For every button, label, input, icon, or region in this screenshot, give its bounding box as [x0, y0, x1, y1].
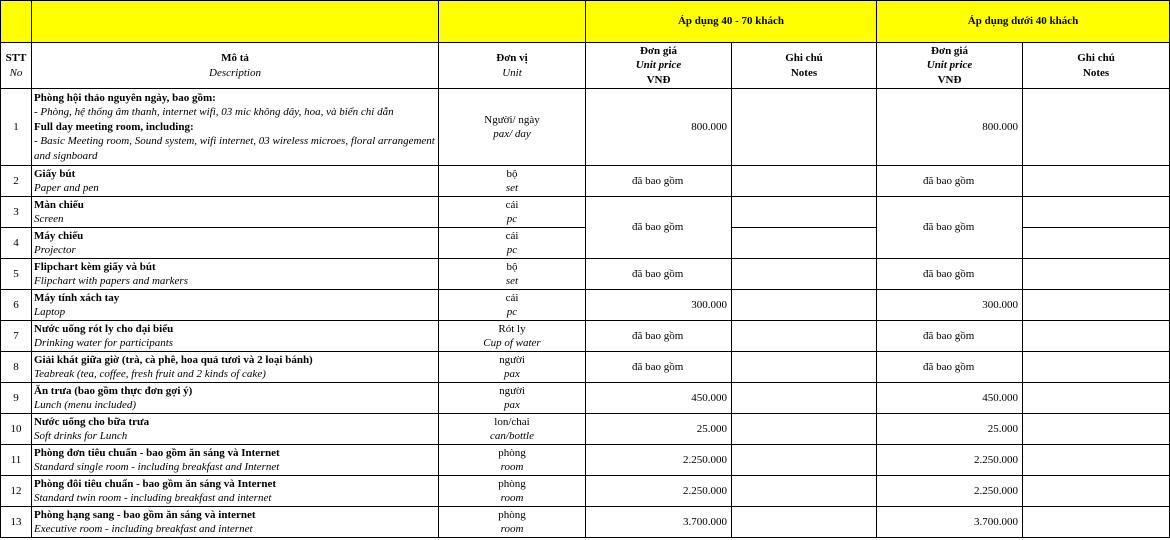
- description-header: Mô tả Description: [32, 43, 439, 89]
- notes-header-1: Ghi chú Notes: [732, 43, 877, 89]
- row-price-1: 2.250.000: [586, 445, 732, 476]
- unit-header: Đơn vị Unit: [439, 43, 586, 89]
- row-price-2: 300.000: [877, 290, 1023, 321]
- row-description: Màn chiếu Screen: [32, 197, 439, 228]
- table-row: [1, 414, 1170, 445]
- row-notes-2: [1023, 259, 1170, 290]
- row-description: Phòng đôi tiêu chuẩn - bao gồm ăn sáng và Internet Standard twin room - including breakfast and internet: [32, 476, 439, 507]
- row-description: Flipchart kèm giấy và bút Flipchart with papers and markers: [32, 259, 439, 290]
- row-price-2: đã bao gồm: [877, 197, 1023, 259]
- row-notes-2: [1023, 166, 1170, 197]
- table-row: [1, 259, 1170, 290]
- row-price-1: đã bao gồm: [586, 352, 732, 383]
- row-price-1: 3.700.000: [586, 507, 732, 538]
- row-notes-2: [1023, 476, 1170, 507]
- row-description: Phòng đơn tiêu chuẩn - bao gồm ăn sáng và Internet Standard single room - including breakfast and Internet: [32, 445, 439, 476]
- group-40-70-header: Áp dụng 40 - 70 khách: [586, 1, 877, 43]
- row-notes-1: [732, 507, 877, 538]
- header-blank-cell: [32, 1, 439, 43]
- row-price-2: 3.700.000: [877, 507, 1023, 538]
- header-blank-cell: [439, 1, 586, 43]
- row-unit: Người/ ngày pax/ day: [439, 89, 586, 166]
- header-blank-cell: [1, 1, 32, 43]
- row-price-2: 25.000: [877, 414, 1023, 445]
- row-price-1: 450.000: [586, 383, 732, 414]
- row-notes-1: [732, 228, 877, 259]
- table-row: [1, 383, 1170, 414]
- row-notes-2: [1023, 507, 1170, 538]
- row-price-1: 300.000: [586, 290, 732, 321]
- row-number: 8: [1, 352, 32, 383]
- row-number: 13: [1, 507, 32, 538]
- row-description: Giải khát giữa giờ (trà, cà phê, hoa quả tươi và 2 loại bánh) Teabreak (tea, coffee, fresh fruit and 2 kinds of cake): [32, 352, 439, 383]
- table-row: [1, 507, 1170, 538]
- row-price-1: 2.250.000: [586, 476, 732, 507]
- row-price-1: đã bao gồm: [586, 197, 732, 259]
- row-unit: người pax: [439, 352, 586, 383]
- row-notes-1: [732, 166, 877, 197]
- row-description: Ăn trưa (bao gồm thực đơn gợi ý) Lunch (menu included): [32, 383, 439, 414]
- row-unit: phòng room: [439, 476, 586, 507]
- row-price-2: đã bao gồm: [877, 321, 1023, 352]
- notes-header-2: Ghi chú Notes: [1023, 43, 1170, 89]
- row-number: 2: [1, 166, 32, 197]
- row-unit: người pax: [439, 383, 586, 414]
- group-under-40-header: Áp dụng dưới 40 khách: [877, 1, 1170, 43]
- table-row: [1, 445, 1170, 476]
- row-number: 5: [1, 259, 32, 290]
- row-description: Giấy bút Paper and pen: [32, 166, 439, 197]
- row-notes-2: [1023, 89, 1170, 166]
- row-notes-2: [1023, 197, 1170, 228]
- row-notes-1: [732, 414, 877, 445]
- row-number: 12: [1, 476, 32, 507]
- row-price-2: đã bao gồm: [877, 166, 1023, 197]
- row-price-2: đã bao gồm: [877, 352, 1023, 383]
- row-description: Phòng hạng sang - bao gồm ăn sáng và internet Executive room - including breakfast and internet: [32, 507, 439, 538]
- group-header-row: [1, 1, 1170, 43]
- row-notes-2: [1023, 445, 1170, 476]
- row-description: Máy tính xách tay Laptop: [32, 290, 439, 321]
- row-price-1: 25.000: [586, 414, 732, 445]
- row-unit: lon/chai can/bottle: [439, 414, 586, 445]
- row-number: 4: [1, 228, 32, 259]
- row-price-2: đã bao gồm: [877, 259, 1023, 290]
- row-description: Máy chiếu Projector: [32, 228, 439, 259]
- table-row: [1, 476, 1170, 507]
- price-header-2: Đơn giá Unit price VNĐ: [877, 43, 1023, 89]
- table-row: [1, 290, 1170, 321]
- row-notes-1: [732, 352, 877, 383]
- row-number: 11: [1, 445, 32, 476]
- row-description: Phòng hội thảo nguyên ngày, bao gồm: - Phòng, hệ thống âm thanh, internet wifi, 03 mic không dây, hoa, và biển chỉ dẫn Full day meeting room, including: - Basic Meeting room, Sound system, wifi internet, 03 wireless microes, floral arrangement and signboard: [32, 89, 439, 166]
- row-unit: cái pc: [439, 197, 586, 228]
- row-number: 9: [1, 383, 32, 414]
- row-notes-1: [732, 259, 877, 290]
- column-header-row: [1, 43, 1170, 89]
- row-description: Nước uống rót ly cho đại biểu Drinking water for participants: [32, 321, 439, 352]
- row-number: 3: [1, 197, 32, 228]
- row-notes-1: [732, 445, 877, 476]
- row-notes-2: [1023, 228, 1170, 259]
- row-notes-1: [732, 383, 877, 414]
- row-unit: phòng room: [439, 507, 586, 538]
- row-unit: bộ set: [439, 259, 586, 290]
- row-number: 1: [1, 89, 32, 166]
- row-price-2: 2.250.000: [877, 476, 1023, 507]
- price-header-1: Đơn giá Unit price VNĐ: [586, 43, 732, 89]
- row-notes-1: [732, 321, 877, 352]
- row-unit: bộ set: [439, 166, 586, 197]
- row-notes-2: [1023, 383, 1170, 414]
- table-row: [1, 321, 1170, 352]
- row-notes-1: [732, 476, 877, 507]
- row-number: 10: [1, 414, 32, 445]
- stt-header: STT No: [1, 43, 32, 89]
- row-price-2: 800.000: [877, 89, 1023, 166]
- row-unit: phòng room: [439, 445, 586, 476]
- row-notes-2: [1023, 290, 1170, 321]
- row-price-1: 800.000: [586, 89, 732, 166]
- row-notes-2: [1023, 352, 1170, 383]
- row-number: 6: [1, 290, 32, 321]
- row-notes-1: [732, 290, 877, 321]
- row-price-1: đã bao gồm: [586, 321, 732, 352]
- row-description: Nước uống cho bữa trưa Soft drinks for Lunch: [32, 414, 439, 445]
- row-unit: cái pc: [439, 290, 586, 321]
- row-number: 7: [1, 321, 32, 352]
- row-price-2: 2.250.000: [877, 445, 1023, 476]
- row-notes-2: [1023, 321, 1170, 352]
- table-row: [1, 352, 1170, 383]
- table-row: [1, 89, 1170, 166]
- row-notes-2: [1023, 414, 1170, 445]
- row-unit: cái pc: [439, 228, 586, 259]
- row-price-1: đã bao gồm: [586, 259, 732, 290]
- row-price-1: đã bao gồm: [586, 166, 732, 197]
- row-notes-1: [732, 89, 877, 166]
- table-row: [1, 166, 1170, 197]
- row-notes-1: [732, 197, 877, 228]
- row-price-2: 450.000: [877, 383, 1023, 414]
- row-unit: Rót ly Cup of water: [439, 321, 586, 352]
- table-row: [1, 197, 1170, 228]
